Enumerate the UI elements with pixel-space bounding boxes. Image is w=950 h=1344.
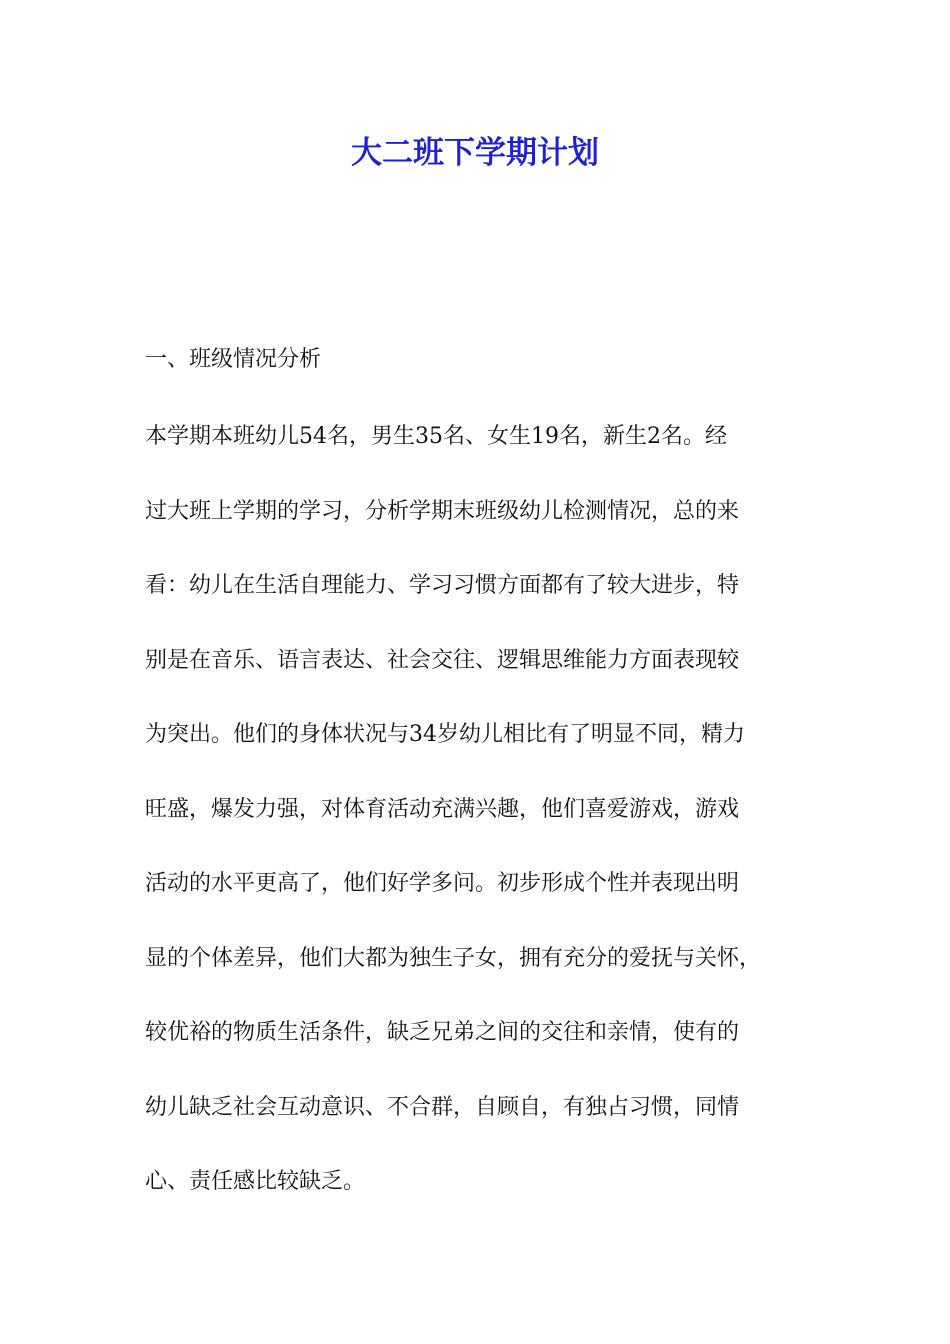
- paragraph-line: 心、责任感比较缺乏。: [145, 1169, 366, 1194]
- paragraph-line: 为突出。他们的身体状况与34岁幼儿相比有了明显不同，精力: [145, 722, 745, 747]
- paragraph-line: 过大班上学期的学习，分析学期末班级幼儿检测情况，总的来: [145, 498, 740, 524]
- paragraph-line: 看：幼儿在生活自理能力、学习习惯方面都有了较大进步，特: [145, 573, 740, 598]
- paragraph-line: 本学期本班幼儿54名，男生35名、女生19名，新生2名。经: [145, 424, 727, 449]
- paragraph-line: 较优裕的物质生活条件，缺乏兄弟之间的交往和亲情，使有的: [145, 1020, 740, 1045]
- paragraph-line: 活动的水平更高了，他们好学多问。初步形成个性并表现出明: [145, 871, 740, 896]
- paragraph-line: 别是在音乐、语言表达、社会交往、逻辑思维能力方面表现较: [145, 647, 740, 673]
- paragraph-line: 旺盛，爆发力强，对体育活动充满兴趣，他们喜爱游戏，游戏: [145, 796, 740, 822]
- section-heading: 一、班级情况分析: [145, 347, 322, 372]
- paragraph-line: 显的个体差异，他们大都为独生子女，拥有充分的爱抚与关怀，: [145, 945, 762, 971]
- body-paragraph: [145, 414, 805, 1234]
- page-title: 大二班下学期计划: [351, 135, 599, 171]
- paragraph-line: 幼儿缺乏社会互动意识、不合群，自顾自，有独占习惯，同情: [145, 1094, 740, 1120]
